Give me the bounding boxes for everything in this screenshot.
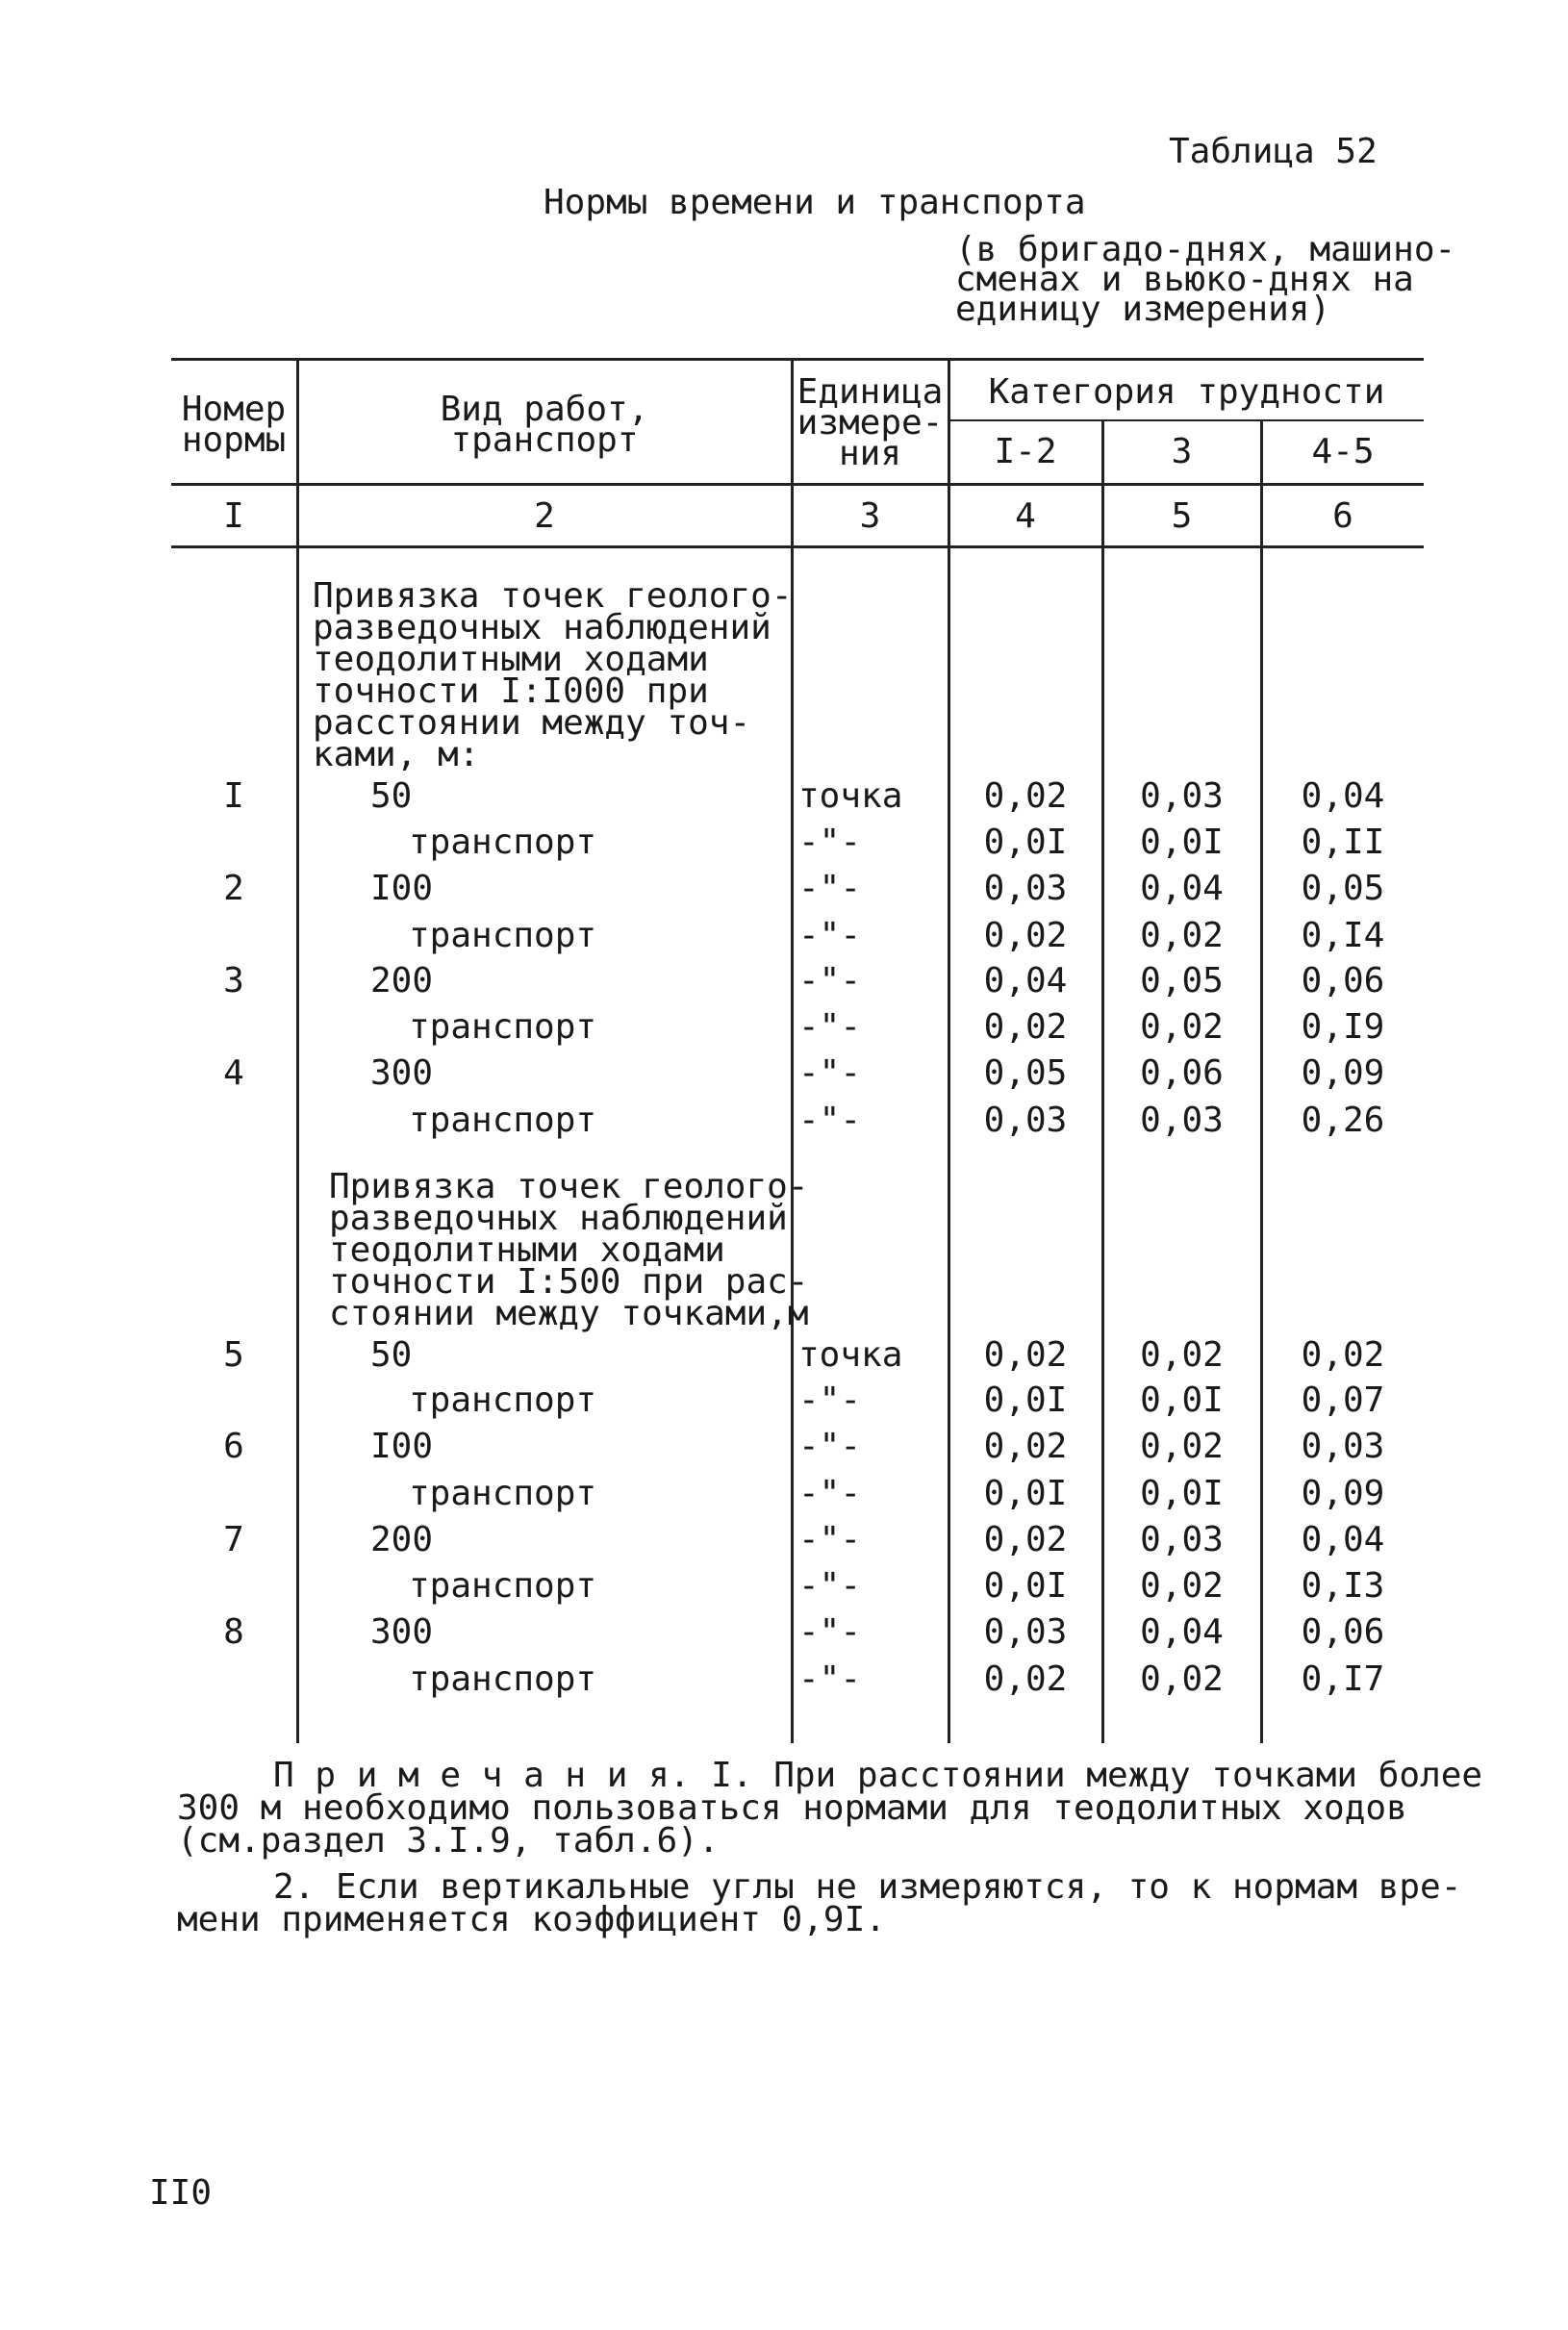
column-number: 2 xyxy=(534,496,555,536)
value-cat-3: 0,03 xyxy=(1140,776,1224,816)
row-number: 4 xyxy=(223,1053,244,1093)
units-note-line: сменах и вьюко-днях на xyxy=(955,260,1414,299)
value-cat-4-5: 0,06 xyxy=(1301,961,1385,1000)
row-unit: -"- xyxy=(798,869,862,908)
value-cat-3: 0,0I xyxy=(1140,1380,1224,1420)
category-rule xyxy=(948,419,1424,421)
value-cat-3: 0,03 xyxy=(1140,1101,1224,1140)
column-number: 3 xyxy=(859,496,881,536)
row-number: 5 xyxy=(223,1335,244,1375)
value-cat-3: 0,02 xyxy=(1140,1007,1224,1047)
value-cat-3: 0,02 xyxy=(1140,1335,1224,1375)
value-cat-1-2: 0,03 xyxy=(983,1612,1068,1652)
row-unit: -"- xyxy=(798,1007,862,1047)
value-cat-3: 0,0I xyxy=(1140,823,1224,862)
note-1-line: 300 м необходимо пользоваться нормами для теодолитных ходов xyxy=(177,1788,1407,1828)
row-unit: -"- xyxy=(798,1612,862,1652)
units-note-line: единицу измерения) xyxy=(955,290,1331,329)
value-cat-3: 0,0I xyxy=(1140,1474,1224,1513)
note-2-line: мени применяется коэффициент 0,9I. xyxy=(177,1900,886,1939)
row-label: транспорт xyxy=(409,916,597,955)
row-unit: -"- xyxy=(798,1566,862,1606)
value-cat-3: 0,02 xyxy=(1140,1427,1224,1466)
column-number: I xyxy=(223,496,244,536)
row-label: транспорт xyxy=(409,823,597,862)
row-number: 2 xyxy=(223,869,244,908)
row-unit: точка xyxy=(798,776,903,816)
header-cat-1-2: I-2 xyxy=(994,432,1057,471)
value-cat-3: 0,02 xyxy=(1140,1566,1224,1606)
row-label: транспорт xyxy=(409,1380,597,1420)
value-cat-4-5: 0,04 xyxy=(1301,1520,1385,1559)
value-cat-4-5: 0,I4 xyxy=(1301,916,1385,955)
value-cat-1-2: 0,04 xyxy=(983,961,1068,1000)
header-cat-4-5: 4-5 xyxy=(1311,432,1375,471)
value-cat-1-2: 0,0I xyxy=(983,1566,1068,1606)
value-cat-1-2: 0,0I xyxy=(983,1474,1068,1513)
value-cat-1-2: 0,03 xyxy=(983,869,1068,908)
col-divider xyxy=(296,358,299,1743)
value-cat-4-5: 0,26 xyxy=(1301,1101,1385,1140)
value-cat-1-2: 0,02 xyxy=(983,776,1068,816)
column-numbers-rule xyxy=(171,545,1424,548)
value-cat-3: 0,06 xyxy=(1140,1053,1224,1093)
row-number: 8 xyxy=(223,1612,244,1652)
row-label: транспорт xyxy=(409,1566,597,1606)
units-note-line: (в бригадо-днях, машино- xyxy=(955,230,1456,269)
header-cat-3: 3 xyxy=(1171,432,1193,471)
row-label: 200 xyxy=(370,961,434,1000)
value-cat-4-5: 0,I7 xyxy=(1301,1659,1385,1699)
value-cat-1-2: 0,02 xyxy=(983,1007,1068,1047)
row-unit: -"- xyxy=(798,823,862,862)
value-cat-1-2: 0,03 xyxy=(983,1101,1068,1140)
section-1-description: Привязка точек геолого- разведочных наблюдений теодолитными ходами точности I:I000 при расстоянии между точ- ками, м: xyxy=(313,576,793,774)
value-cat-4-5: 0,07 xyxy=(1301,1380,1385,1420)
row-unit: -"- xyxy=(798,1520,862,1559)
row-label: 300 xyxy=(370,1053,434,1093)
row-label: 300 xyxy=(370,1612,434,1652)
value-cat-1-2: 0,02 xyxy=(983,1659,1068,1699)
row-number: 6 xyxy=(223,1427,244,1466)
value-cat-1-2: 0,02 xyxy=(983,1335,1068,1375)
column-number: 5 xyxy=(1171,496,1193,536)
value-cat-4-5: 0,II xyxy=(1301,823,1385,862)
value-cat-3: 0,04 xyxy=(1140,1612,1224,1652)
row-label: транспорт xyxy=(409,1659,597,1699)
row-unit: -"- xyxy=(798,1474,862,1513)
notes xyxy=(177,1756,1483,1939)
header-bottom-rule xyxy=(171,483,1424,486)
table-label: Таблица 52 xyxy=(1169,132,1378,171)
value-cat-1-2: 0,0I xyxy=(983,1380,1068,1420)
value-cat-3: 0,05 xyxy=(1140,961,1224,1000)
value-cat-4-5: 0,05 xyxy=(1301,869,1385,908)
value-cat-4-5: 0,I9 xyxy=(1301,1007,1385,1047)
column-number: 4 xyxy=(1015,496,1036,536)
column-number: 6 xyxy=(1332,496,1353,536)
header-work-type: Вид работ, транспорт xyxy=(440,390,649,460)
row-label: I00 xyxy=(370,869,434,908)
value-cat-1-2: 0,0I xyxy=(983,823,1068,862)
value-cat-1-2: 0,02 xyxy=(983,1520,1068,1559)
row-unit: точка xyxy=(798,1335,903,1375)
row-unit: -"- xyxy=(798,1380,862,1420)
row-label: транспорт xyxy=(409,1474,597,1513)
row-label: транспорт xyxy=(409,1101,597,1140)
row-number: I xyxy=(223,776,244,816)
value-cat-4-5: 0,03 xyxy=(1301,1427,1385,1466)
value-cat-4-5: 0,09 xyxy=(1301,1474,1385,1513)
row-label: 50 xyxy=(370,776,413,816)
row-unit: -"- xyxy=(798,1427,862,1466)
row-unit: -"- xyxy=(798,1053,862,1093)
row-label: 50 xyxy=(370,1335,413,1375)
header-category-group: Категория трудности xyxy=(988,372,1385,412)
row-unit: -"- xyxy=(798,1659,862,1699)
row-label: I00 xyxy=(370,1427,434,1466)
value-cat-4-5: 0,09 xyxy=(1301,1053,1385,1093)
header-norm-no: Номер нормы xyxy=(181,390,287,460)
section-2-description: Привязка точек геолого- разведочных наблюдений теодолитными ходами точности I:500 при рас- стоянии между точками,м xyxy=(329,1167,809,1333)
value-cat-3: 0,03 xyxy=(1140,1520,1224,1559)
note-2-line: 2. Если вертикальные углы не измеряются, то к нормам вре- xyxy=(273,1867,1462,1907)
value-cat-4-5: 0,02 xyxy=(1301,1335,1385,1375)
row-unit: -"- xyxy=(798,916,862,955)
value-cat-3: 0,02 xyxy=(1140,916,1224,955)
row-label: транспорт xyxy=(409,1007,597,1047)
table-title: Нормы времени и транспорта xyxy=(544,183,1086,222)
row-number: 7 xyxy=(223,1520,244,1559)
note-1-line: I. При расстоянии между точками более xyxy=(711,1756,1483,1795)
value-cat-1-2: 0,05 xyxy=(983,1053,1068,1093)
table-top-rule xyxy=(171,358,1424,361)
value-cat-3: 0,04 xyxy=(1140,869,1224,908)
page-number: II0 xyxy=(149,2173,213,2213)
value-cat-4-5: 0,06 xyxy=(1301,1612,1385,1652)
value-cat-4-5: 0,I3 xyxy=(1301,1566,1385,1606)
units-note xyxy=(955,230,1456,329)
note-1-line: (см.раздел 3.I.9, табл.6). xyxy=(177,1821,720,1861)
value-cat-1-2: 0,02 xyxy=(983,916,1068,955)
value-cat-3: 0,02 xyxy=(1140,1659,1224,1699)
notes-prefix: П р и м е ч а н и я. xyxy=(273,1756,691,1795)
row-label: 200 xyxy=(370,1520,434,1559)
value-cat-1-2: 0,02 xyxy=(983,1427,1068,1466)
row-unit: -"- xyxy=(798,1101,862,1140)
value-cat-4-5: 0,04 xyxy=(1301,776,1385,816)
header-unit: Единица измере- ния xyxy=(797,372,944,473)
row-number: 3 xyxy=(223,961,244,1000)
row-unit: -"- xyxy=(798,961,862,1000)
